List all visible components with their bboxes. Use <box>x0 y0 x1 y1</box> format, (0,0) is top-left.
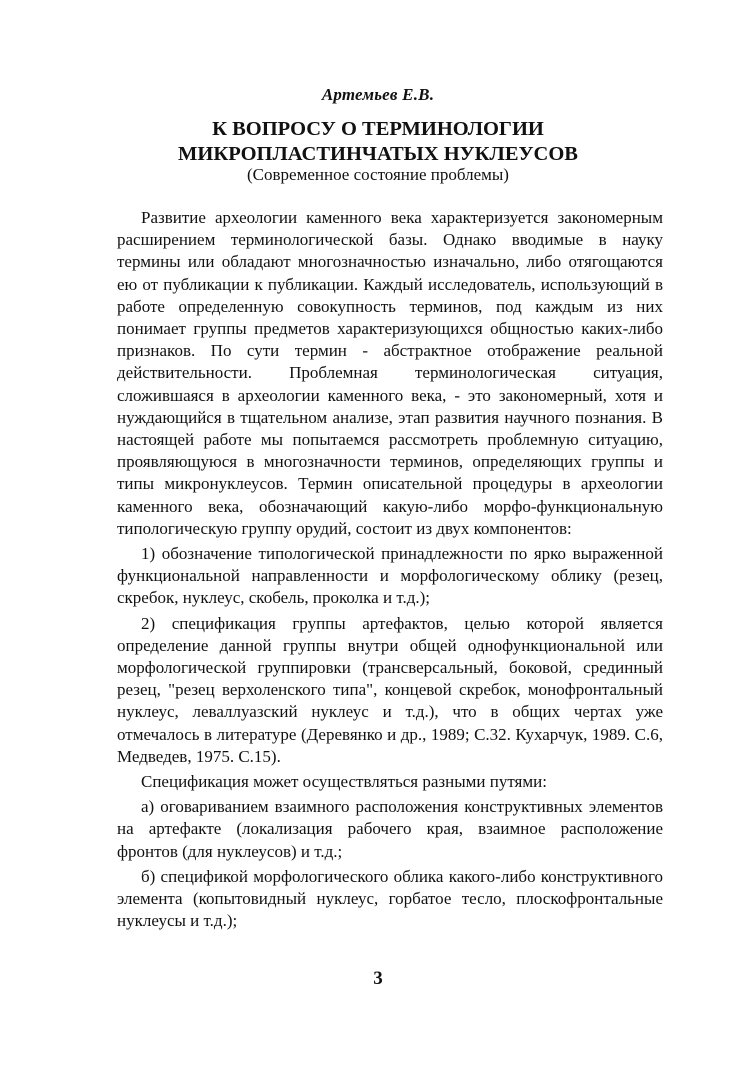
title-line-1: К ВОПРОСУ О ТЕРМИНОЛОГИИ <box>212 118 544 140</box>
paragraph-specification: Спецификация может осуществляться разными путями: <box>141 772 547 792</box>
paragraph-item-a: а) оговариванием взаимного расположения конструктивных элементов на артефакте (локализация рабочего края, взаимное расположение фронтов (для нуклеусов) и т.д.; <box>117 797 663 861</box>
page-number: 3 <box>373 968 383 989</box>
paragraph-item-2: 2) спецификация группы артефактов, целью которой является определение данной группы внутри общей однофункциональной или морфологической группировки (трансверсальный, боковой, срединный резец, "резец верхоленского типа", концевой скребок, монофронтальный нуклеус, леваллуазский нуклеус и т.д.), что в общих чертах уже отмечалось в литературе (Деревянко и др., 1989; С.32. Кухарчук, 1989. С.6, Медведев, 1975. С.15). <box>117 613 663 766</box>
paragraph-item-1: 1) обозначение типологической принадлежности по ярко выраженной функциональной направленности и морфологическому облику (резец, скребок, нуклеус, скобель, проколка и т.д.); <box>117 544 663 608</box>
title-line-2: МИКРОПЛАСТИНЧАТЫХ НУКЛЕУСОВ <box>178 143 578 165</box>
paragraph-item-b: б) спецификой морфологического облика какого-либо конструктивного элемента (копытовидный нуклеус, горбатое тесло, плоскофронтальные нуклеусы и т.д.); <box>117 866 663 931</box>
author-name: Артемьев Е.В. <box>321 85 435 104</box>
article-title <box>0 117 756 167</box>
article-subtitle: (Современное состояние проблемы) <box>247 165 509 184</box>
article-body <box>117 207 663 933</box>
paragraph-intro: Развитие археологии каменного века характеризуется закономерным расширением терминологической базы. Однако вводимые в науку термины или обладают многозначностью изначально, либо отягощаются ею от публикации к публикации. Каждый исследователь, использующий в работе определенную совокупность терминов, под каждым из них понимает группы предметов характеризующихся общностью каких-либо признаков. По сути термин - абстрактное отображение реальной действительности. Проблемная терминологическая ситуация, сложившаяся в археологии каменного века, - это закономерный, хотя и нуждающийся в тщательном анализе, этап развития научного познания. В настоящей работе мы попытаемся рассмотреть проблемную ситуацию, проявляющуюся в многозначности терминов, определяющих группы и типы микронуклеусов. Термин описательной процедуры в археологии каменного века, обозначающий какую-либо морфо-функциональную типологическую группу орудий, состоит из двух компонентов: <box>117 208 663 538</box>
